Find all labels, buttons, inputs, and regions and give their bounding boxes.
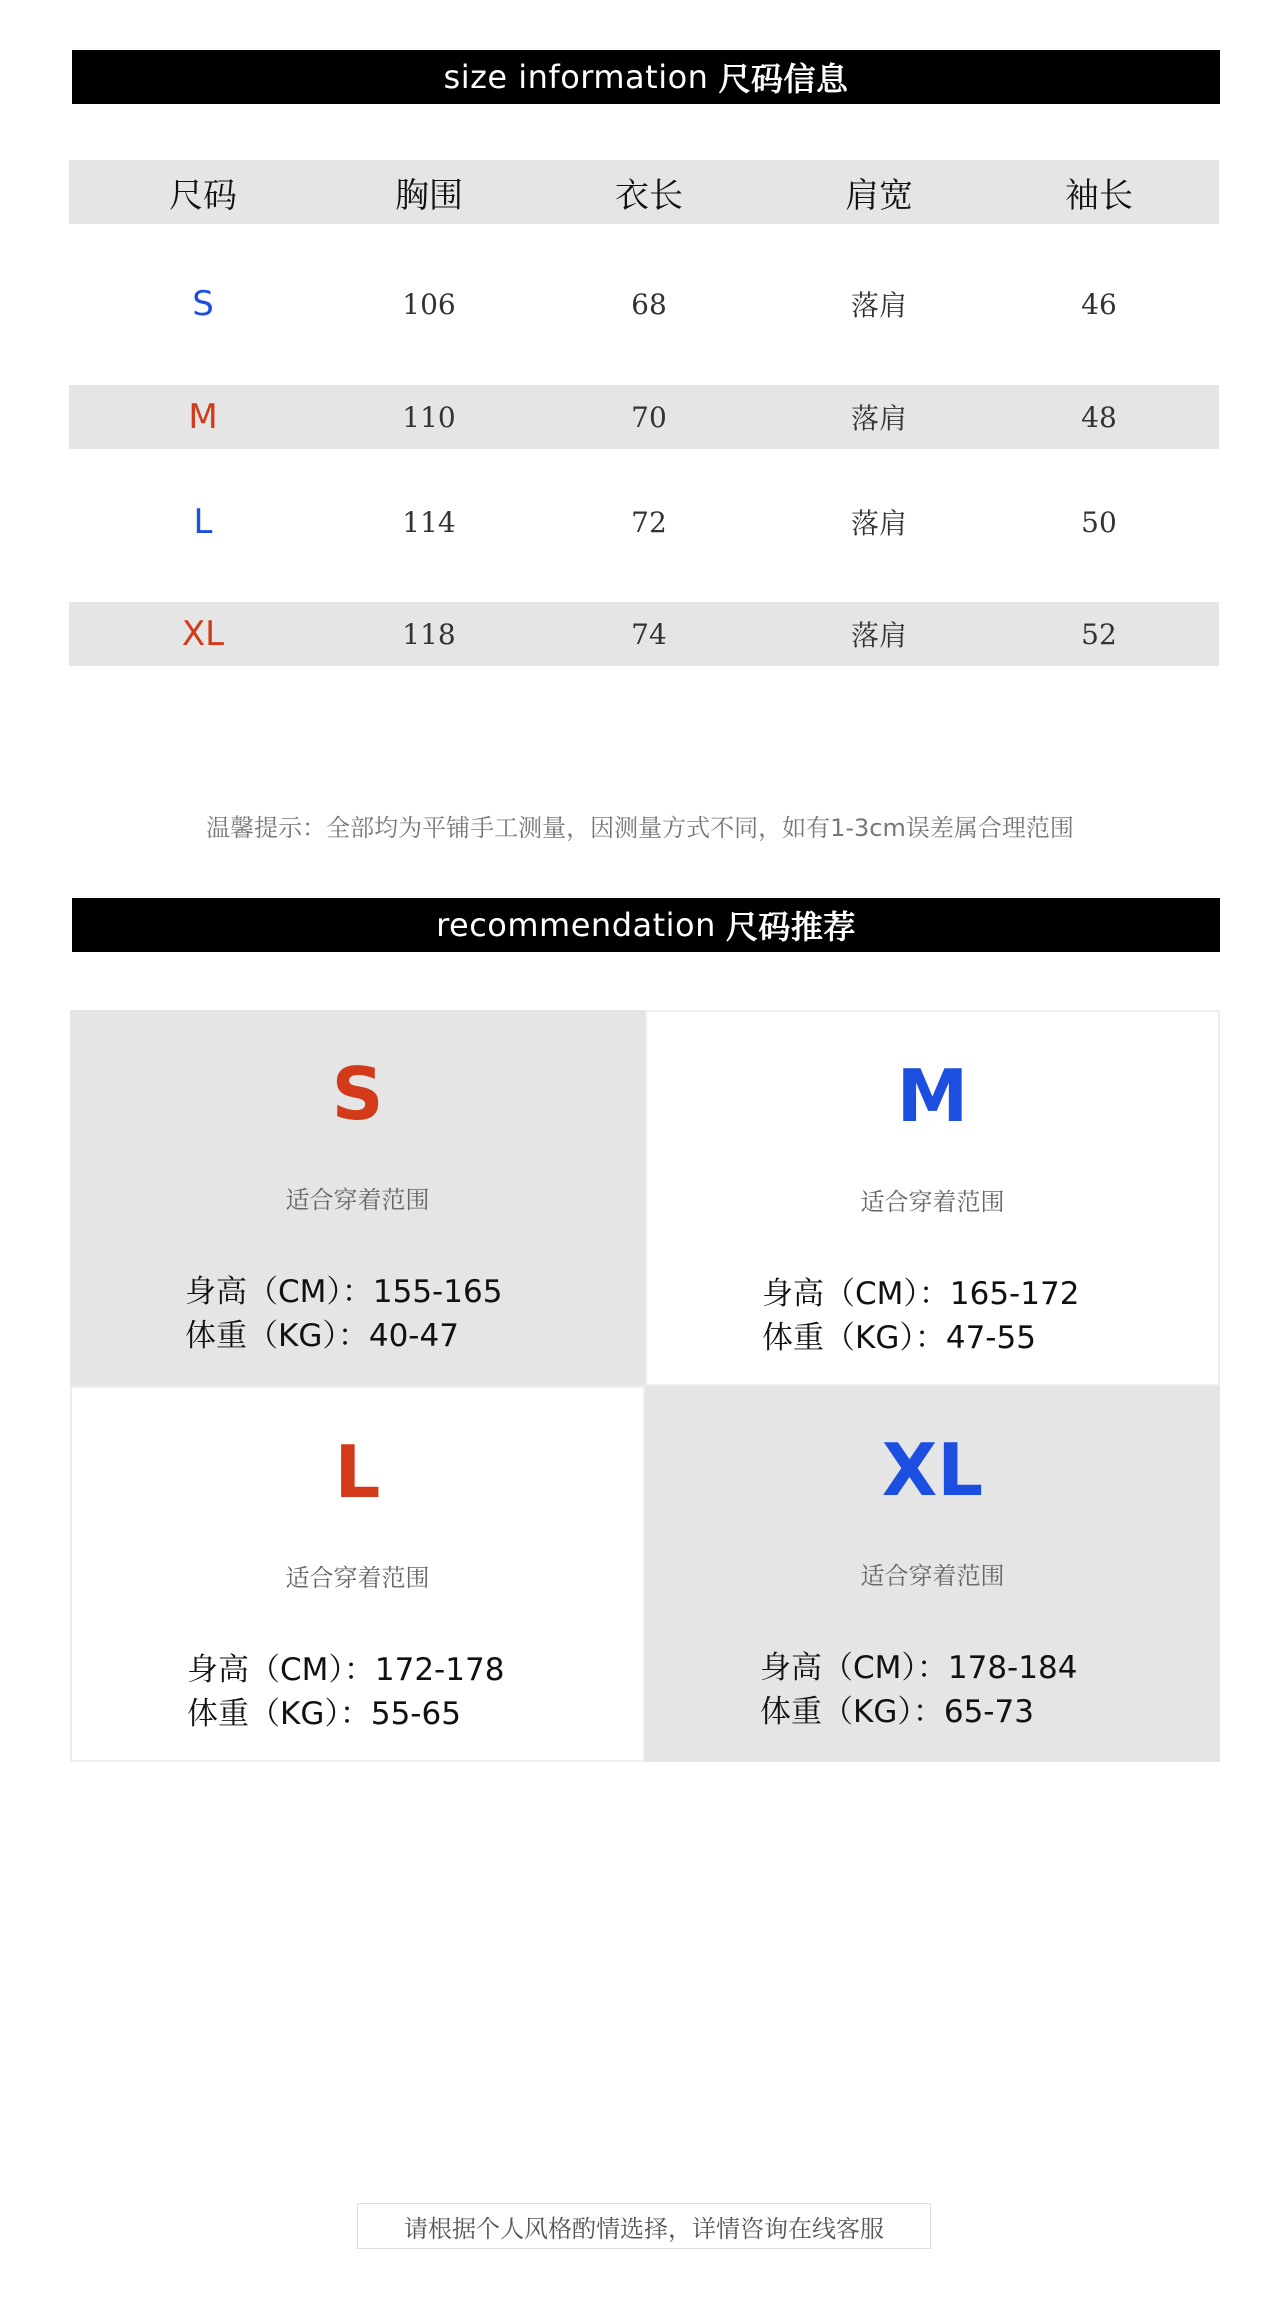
card-fit-label: 适合穿着范围 (285, 1186, 430, 1214)
header-size: 尺码 (169, 175, 237, 216)
row-size-label: S (192, 284, 214, 324)
card-weight-range: 体重（KG）：40-47 (185, 1318, 459, 1354)
recommendation-card-m (645, 1010, 1220, 1386)
card-size-letter: L (334, 1430, 381, 1514)
row-size-label: M (188, 397, 218, 437)
table-row (69, 385, 1219, 449)
card-height-range: 身高（CM）：178-184 (760, 1650, 1078, 1686)
row-shoulder: 落肩 (850, 619, 908, 652)
card-height-range: 身高（CM）：172-178 (187, 1652, 505, 1688)
card-height-range: 身高（CM）：165-172 (762, 1276, 1080, 1312)
size-info-title-bar (72, 50, 1220, 104)
header-length: 衣长 (615, 175, 683, 216)
header-shoulder: 肩宽 (845, 175, 913, 216)
header-chest: 胸围 (395, 175, 463, 216)
recommendation-card-xl (645, 1386, 1220, 1762)
recommendation-title-zh: 尺码推荐 (725, 908, 856, 946)
card-fit-label: 适合穿着范围 (860, 1562, 1005, 1590)
row-length: 68 (631, 287, 667, 321)
row-chest: 114 (402, 505, 456, 539)
card-weight-range: 体重（KG）：47-55 (762, 1320, 1036, 1356)
row-length: 72 (631, 505, 667, 539)
row-size-label: L (193, 502, 213, 542)
row-shoulder: 落肩 (850, 507, 908, 540)
table-row (69, 490, 1219, 554)
size-info-title-en: size information (443, 58, 709, 96)
card-fit-label: 适合穿着范围 (285, 1564, 430, 1592)
card-weight-range: 体重（KG）：55-65 (187, 1696, 461, 1732)
row-size-label: XL (181, 614, 225, 654)
measurement-note: 温馨提示：全部均为平铺手工测量，因测量方式不同，如有1-3cm误差属合理范围 (206, 814, 1074, 842)
row-shoulder: 落肩 (850, 289, 908, 322)
recommendation-card-s (70, 1010, 645, 1386)
card-size-letter: XL (881, 1428, 984, 1512)
card-fit-label: 适合穿着范围 (860, 1188, 1005, 1216)
row-sleeve: 50 (1081, 505, 1117, 539)
row-sleeve: 46 (1081, 287, 1117, 321)
card-size-letter: S (331, 1052, 384, 1136)
table-row (69, 272, 1219, 336)
customer-service-note: 请根据个人风格酌情选择，详情咨询在线客服 (357, 2203, 931, 2249)
recommendation-card-l (70, 1386, 645, 1762)
row-chest: 118 (402, 617, 456, 651)
table-row (69, 602, 1219, 666)
row-shoulder: 落肩 (850, 402, 908, 435)
card-size-letter: M (896, 1054, 969, 1138)
row-length: 74 (631, 617, 667, 651)
row-chest: 106 (402, 287, 456, 321)
size-info-title-zh: 尺码信息 (718, 60, 849, 98)
row-length: 70 (631, 400, 667, 434)
row-sleeve: 52 (1081, 617, 1117, 651)
row-sleeve: 48 (1081, 400, 1117, 434)
recommendation-title-en: recommendation (436, 906, 716, 944)
recommendation-title-bar (72, 898, 1220, 952)
header-sleeve: 袖长 (1065, 175, 1133, 216)
card-height-range: 身高（CM）：155-165 (185, 1274, 503, 1310)
card-weight-range: 体重（KG）：65-73 (760, 1694, 1034, 1730)
table-header-row (69, 160, 1219, 224)
row-chest: 110 (402, 400, 456, 434)
recommendation-grid (70, 1010, 1220, 1763)
